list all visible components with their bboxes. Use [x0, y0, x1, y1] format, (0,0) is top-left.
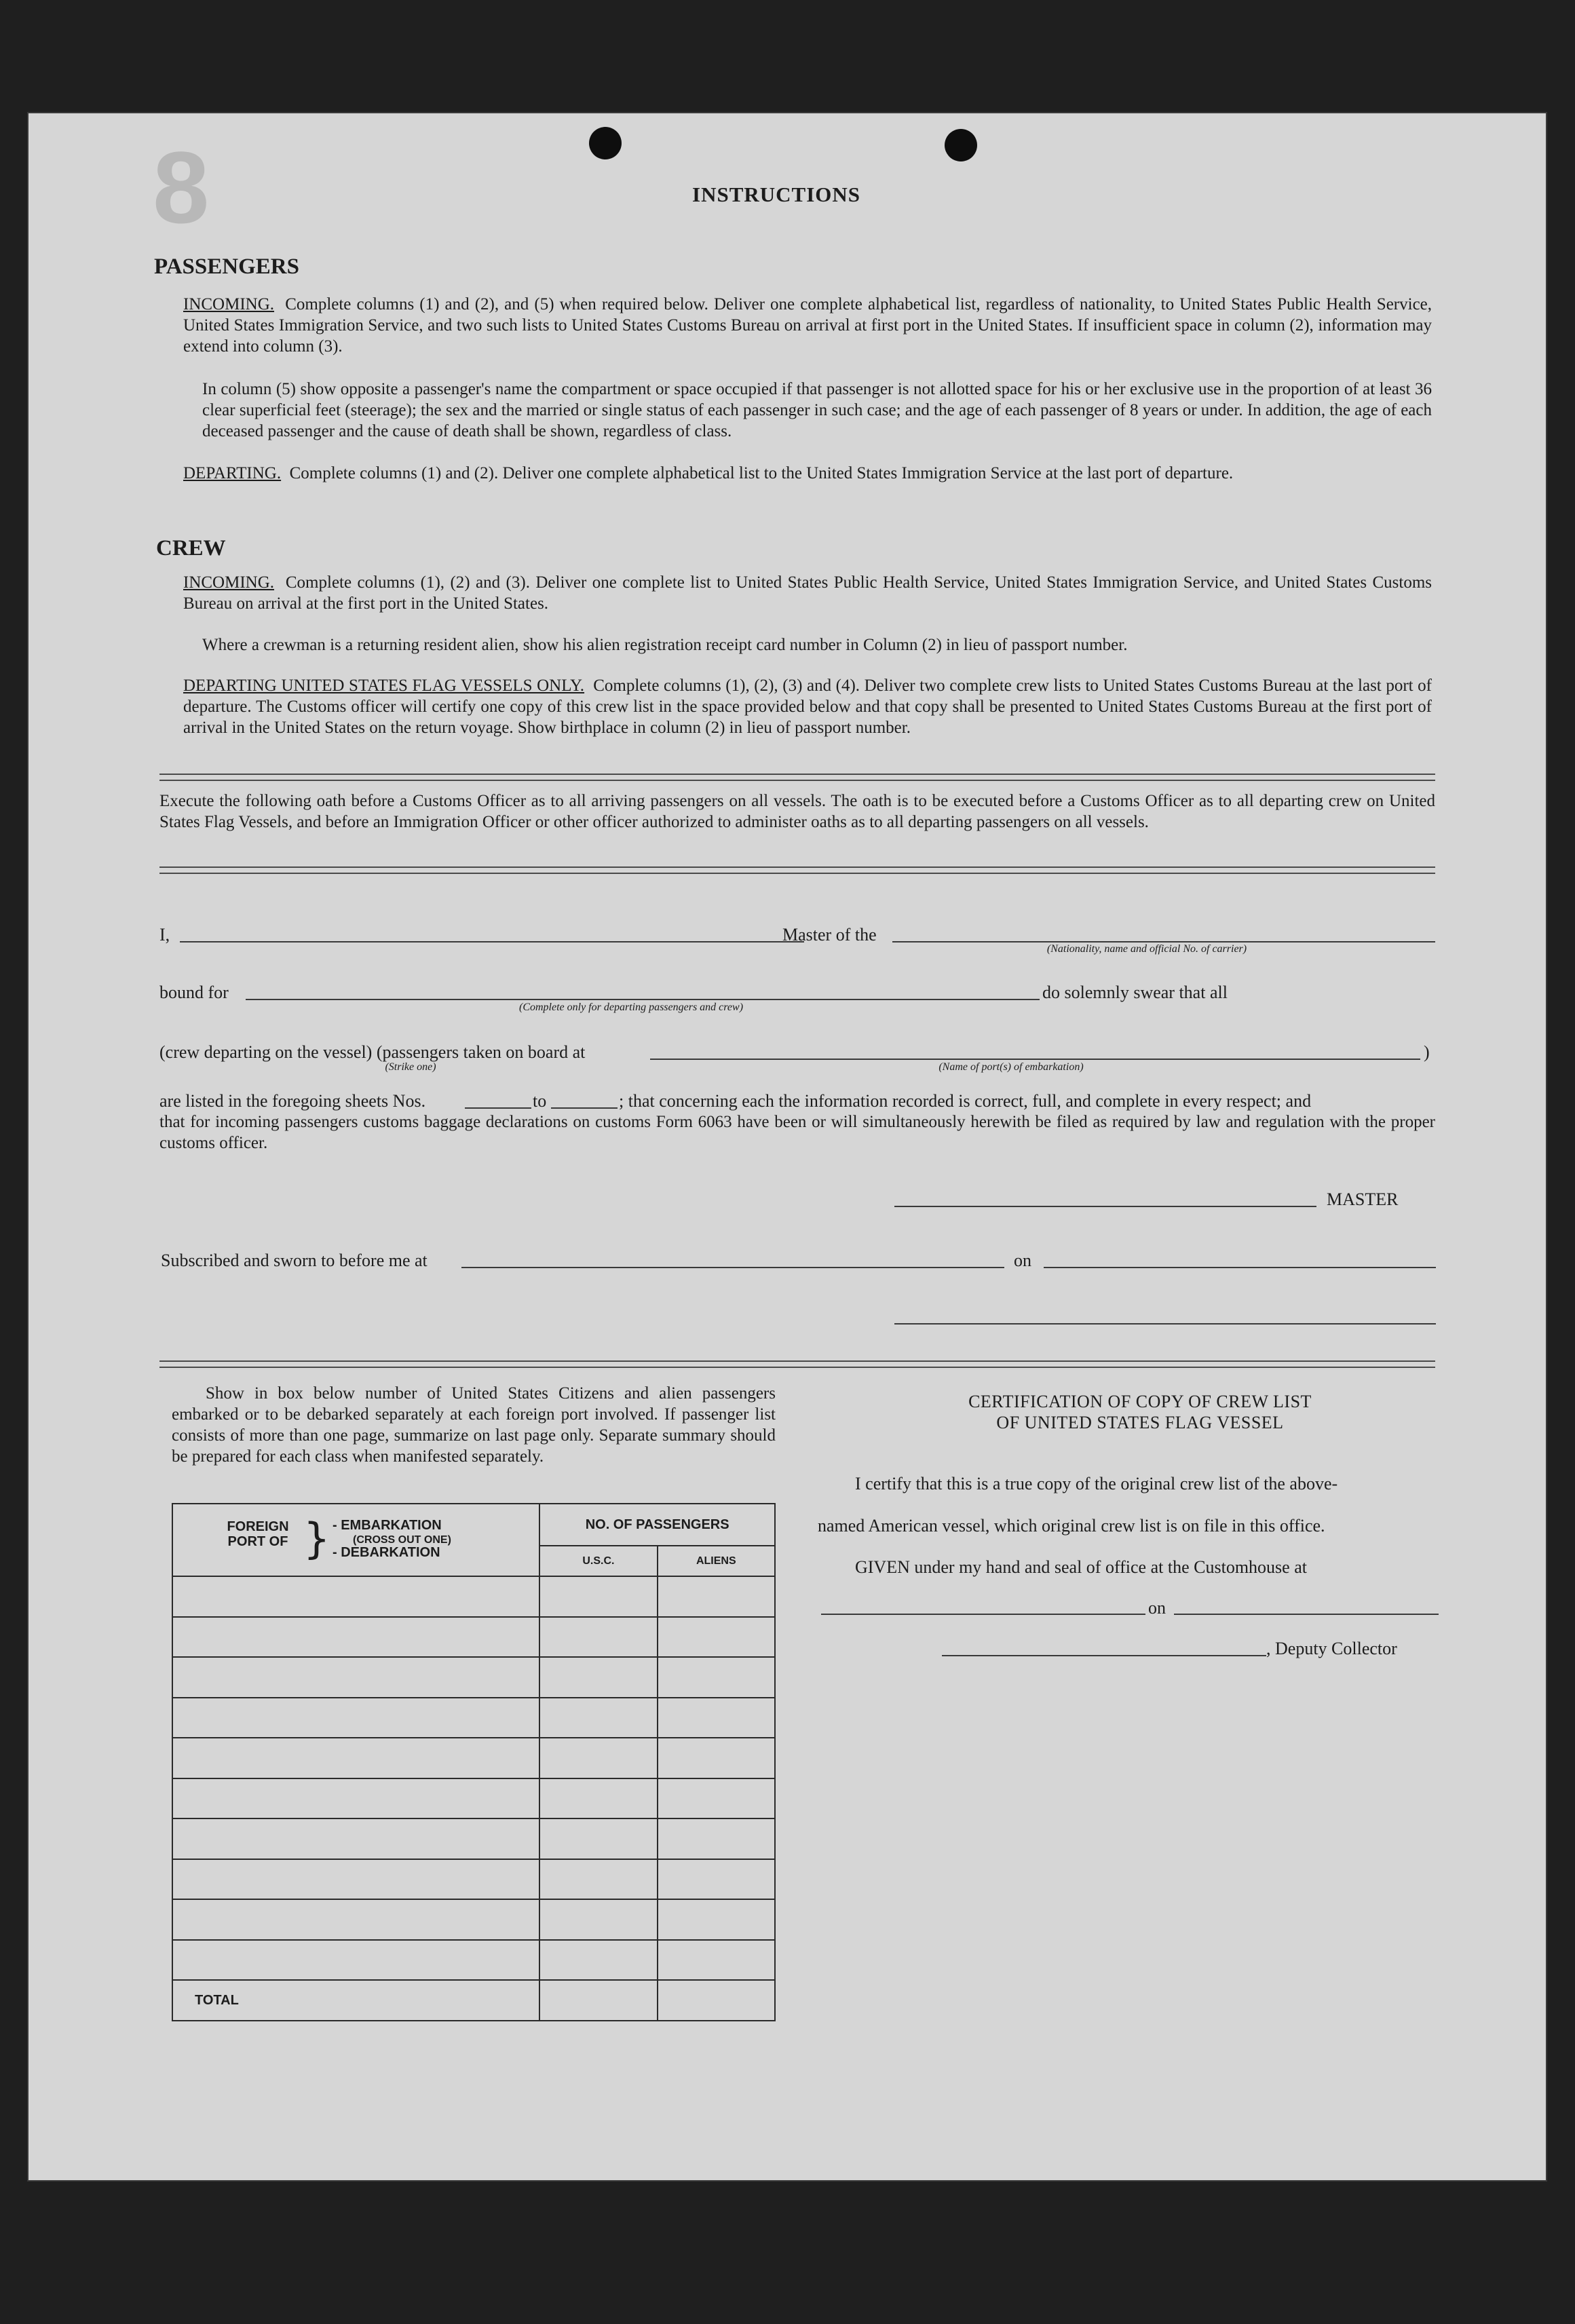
- passengers-departing-paragraph: [183, 463, 1432, 484]
- aliens-cell[interactable]: [658, 1940, 775, 1981]
- swear-label: do solemnly swear that all: [1042, 983, 1228, 1002]
- summary-instructions: Show in box below number of United States Citizens and alien passengers embarked or to be debarked separately at each foreign port involved. If passenger list consists of more than one page, summarize on last page only. Separate summary should be prepared for each class when manifested separately.: [172, 1384, 776, 1466]
- passengers-incoming-text: Complete columns (1) and (2), and (5) when required below. Deliver one complete alphabetical list, regardless of nationality, to United States Public Health Service, United States Immigration Service, and two such lists to United States Customs Bureau on arrival at first port in the United States. If insufficient space in column (2), information may extend into column (3).: [183, 295, 1432, 356]
- cross-out-label: (CROSS OUT ONE): [353, 1534, 451, 1546]
- crew-departing-label: (crew departing on the vessel) (passengers taken on board at: [159, 1042, 586, 1062]
- close-paren: ): [1424, 1042, 1430, 1062]
- sworn-date-field[interactable]: [1044, 1267, 1436, 1268]
- passengers-heading: PASSENGERS: [154, 254, 299, 279]
- cert-on-label: on: [1148, 1598, 1166, 1618]
- usc-cell[interactable]: [539, 1859, 657, 1900]
- port-cell[interactable]: [172, 1617, 539, 1658]
- aliens-cell[interactable]: [658, 1657, 775, 1698]
- port-cell[interactable]: [172, 1698, 539, 1738]
- usc-cell[interactable]: [539, 1899, 657, 1940]
- crew-heading: CREW: [156, 536, 226, 560]
- strike-one-caption: (Strike one): [385, 1061, 436, 1073]
- aliens-cell[interactable]: [658, 1738, 775, 1778]
- port-cell[interactable]: [172, 1778, 539, 1819]
- bound-for-field[interactable]: [246, 999, 1040, 1000]
- embarkation-label: - EMBARKATION: [333, 1518, 442, 1533]
- double-rule-3: [159, 1360, 1435, 1368]
- table-row: [172, 1738, 775, 1778]
- customhouse-field[interactable]: [821, 1614, 1145, 1615]
- port-cell[interactable]: [172, 1576, 539, 1617]
- listed-text-a: are listed in the foregoing sheets Nos.: [159, 1091, 426, 1111]
- officer-signature-field[interactable]: [894, 1323, 1436, 1325]
- oath-i-label: I,: [159, 925, 170, 945]
- listed-text-c: that for incoming passengers customs baggage declarations on customs Form 6063 have been or will simultaneously herewith be filed as required by law and regulation with the proper customs officer.: [159, 1113, 1435, 1152]
- aliens-cell[interactable]: [658, 1698, 775, 1738]
- crew-incoming-text: Complete columns (1), (2) and (3). Deliver one complete list to United States Public Health Service, United States Immigration Service, and United States Customs Bureau on arrival at the first port in the United States.: [183, 573, 1432, 613]
- usc-cell[interactable]: [539, 1778, 657, 1819]
- port-cell[interactable]: [172, 1657, 539, 1698]
- port-cell[interactable]: [172, 1859, 539, 1900]
- brace-icon: }: [303, 1514, 330, 1563]
- aliens-cell[interactable]: [658, 1576, 775, 1617]
- master-signature-field[interactable]: [894, 1206, 1316, 1207]
- no-passengers-header: NO. OF PASSENGERS: [539, 1504, 775, 1546]
- sworn-on-label: on: [1014, 1251, 1031, 1270]
- double-rule-1: [159, 774, 1435, 781]
- table-row: [172, 1899, 775, 1940]
- usc-cell[interactable]: [539, 1698, 657, 1738]
- nationality-caption: (Nationality, name and official No. of carrier): [1046, 943, 1247, 955]
- master-name-field[interactable]: [180, 941, 804, 942]
- embarkation-ports-field[interactable]: [650, 1059, 1420, 1060]
- port-cell[interactable]: [172, 1899, 539, 1940]
- passengers-departing-label: DEPARTING.: [183, 464, 282, 482]
- aliens-cell[interactable]: [658, 1899, 775, 1940]
- passengers-column5-paragraph: In column (5) show opposite a passenger's name the compartment or space occupied if that passenger is not allotted space for his or her exclusive use in the proportion of at least 36 clear superficial feet (steerage); the sex and the married or single status of each passenger in such case; and the age of each passenger of 8 years or under. In addition, the age of each deceased passenger and the cause of death shall be shown, regardless of class.: [202, 380, 1432, 440]
- table-row: [172, 1698, 775, 1738]
- crew-departing-label: DEPARTING UNITED STATES FLAG VESSELS ONLY.: [183, 677, 585, 695]
- aliens-cell[interactable]: [658, 1818, 775, 1859]
- given-text: GIVEN under my hand and seal of office at the Customhouse at: [855, 1557, 1307, 1577]
- total-label: TOTAL: [195, 1992, 239, 2008]
- table-row: [172, 1576, 775, 1617]
- table-row: [172, 1778, 775, 1819]
- aliens-cell[interactable]: [658, 1778, 775, 1819]
- complete-only-caption: (Complete only for departing passengers and crew): [518, 1002, 744, 1013]
- usc-header: U.S.C.: [539, 1546, 657, 1576]
- aliens-cell[interactable]: [658, 1859, 775, 1900]
- crew-departing-paragraph: [183, 675, 1432, 738]
- master-of-label: Master of the: [782, 925, 877, 945]
- punch-hole-left: [589, 127, 622, 159]
- certification-title-line1: CERTIFICATION OF COPY OF CREW LIST: [968, 1392, 1312, 1411]
- total-aliens-cell[interactable]: [658, 1980, 775, 2021]
- sheet-to-field[interactable]: [551, 1107, 618, 1109]
- table-row: [172, 1818, 775, 1859]
- crew-incoming-label: INCOMING.: [183, 573, 275, 592]
- usc-cell[interactable]: [539, 1576, 657, 1617]
- aliens-cell[interactable]: [658, 1617, 775, 1658]
- port-cell[interactable]: [172, 1940, 539, 1981]
- certification-title: [848, 1391, 1432, 1433]
- certification-title-line2: OF UNITED STATES FLAG VESSEL: [996, 1413, 1284, 1432]
- passengers-incoming-label: INCOMING.: [183, 295, 275, 313]
- total-usc-cell[interactable]: [539, 1980, 657, 2021]
- double-rule-2: [159, 866, 1435, 874]
- table-row: [172, 1940, 775, 1981]
- certify-line2: named American vessel, which original crew list is on file in this office.: [818, 1516, 1325, 1536]
- certify-line1: I certify that this is a true copy of the original crew list of the above-: [855, 1474, 1338, 1493]
- crew-departing-text: Complete columns (1), (2), (3) and (4). Deliver two complete crew lists to United States Customs Bureau at the last port of departure. The Customs officer will certify one copy of this crew list in the space provided below and that copy shall be presented to United States Customs Bureau at the first port of arrival in the United States on the return voyage. Show birthplace in column (2) in lieu of passport number.: [183, 677, 1432, 737]
- sworn-place-field[interactable]: [461, 1267, 1004, 1268]
- bound-for-label: bound for: [159, 983, 229, 1002]
- aliens-header: ALIENS: [658, 1546, 775, 1576]
- form-sheet: [27, 112, 1547, 2182]
- crew-alien-paragraph: Where a crewman is a returning resident alien, show his alien registration receipt card number in Column (2) in lieu of passport number.: [202, 636, 1128, 654]
- oath-intro-paragraph: Execute the following oath before a Customs Officer as to all arriving passengers on all vessels. The oath is to be executed before a Customs Officer as to all departing crew on United States Flag Vessels, and before an Immigration Officer or other officer authorized to administer oaths as to all departing passengers on all vessels.: [159, 792, 1435, 831]
- subscribed-label: Subscribed and sworn to before me at: [161, 1251, 428, 1270]
- port-cell[interactable]: [172, 1738, 539, 1778]
- passengers-departing-text: Complete columns (1) and (2). Deliver one complete alphabetical list to the United States Immigration Service at the last port of departure.: [289, 464, 1234, 482]
- table-row: [172, 1657, 775, 1698]
- punch-hole-right: [945, 129, 977, 161]
- deputy-collector-label: , Deputy Collector: [1266, 1639, 1397, 1658]
- carrier-field[interactable]: [892, 941, 1435, 942]
- page-title: INSTRUCTIONS: [692, 183, 861, 206]
- to-label: to: [533, 1091, 547, 1111]
- deputy-collector-field[interactable]: [942, 1655, 1266, 1656]
- usc-cell[interactable]: [539, 1738, 657, 1778]
- foreign-port-label: FOREIGN PORT OF: [227, 1519, 289, 1549]
- sheet-from-field[interactable]: [465, 1107, 531, 1109]
- page-stamp: 8: [153, 130, 204, 244]
- debarkation-label: - DEBARKATION: [333, 1545, 440, 1560]
- usc-cell[interactable]: [539, 1617, 657, 1658]
- listed-text-b: ; that concerning each the information recorded is correct, full, and complete in every respect; and: [619, 1091, 1312, 1111]
- master-label: MASTER: [1327, 1189, 1399, 1209]
- passenger-summary-table: [172, 1503, 776, 2021]
- usc-cell[interactable]: [539, 1818, 657, 1859]
- cert-date-field[interactable]: [1174, 1614, 1439, 1615]
- ports-caption: (Name of port(s) of embarkation): [938, 1061, 1084, 1073]
- total-label-cell: [172, 1980, 539, 2021]
- port-cell[interactable]: [172, 1818, 539, 1859]
- crew-incoming-paragraph: [183, 572, 1432, 614]
- table-row: [172, 1859, 775, 1900]
- total-row: [172, 1980, 775, 2021]
- usc-cell[interactable]: [539, 1657, 657, 1698]
- passengers-incoming-paragraph: [183, 294, 1432, 357]
- usc-cell[interactable]: [539, 1940, 657, 1981]
- table-row: [172, 1617, 775, 1658]
- port-header-cell: [172, 1504, 539, 1576]
